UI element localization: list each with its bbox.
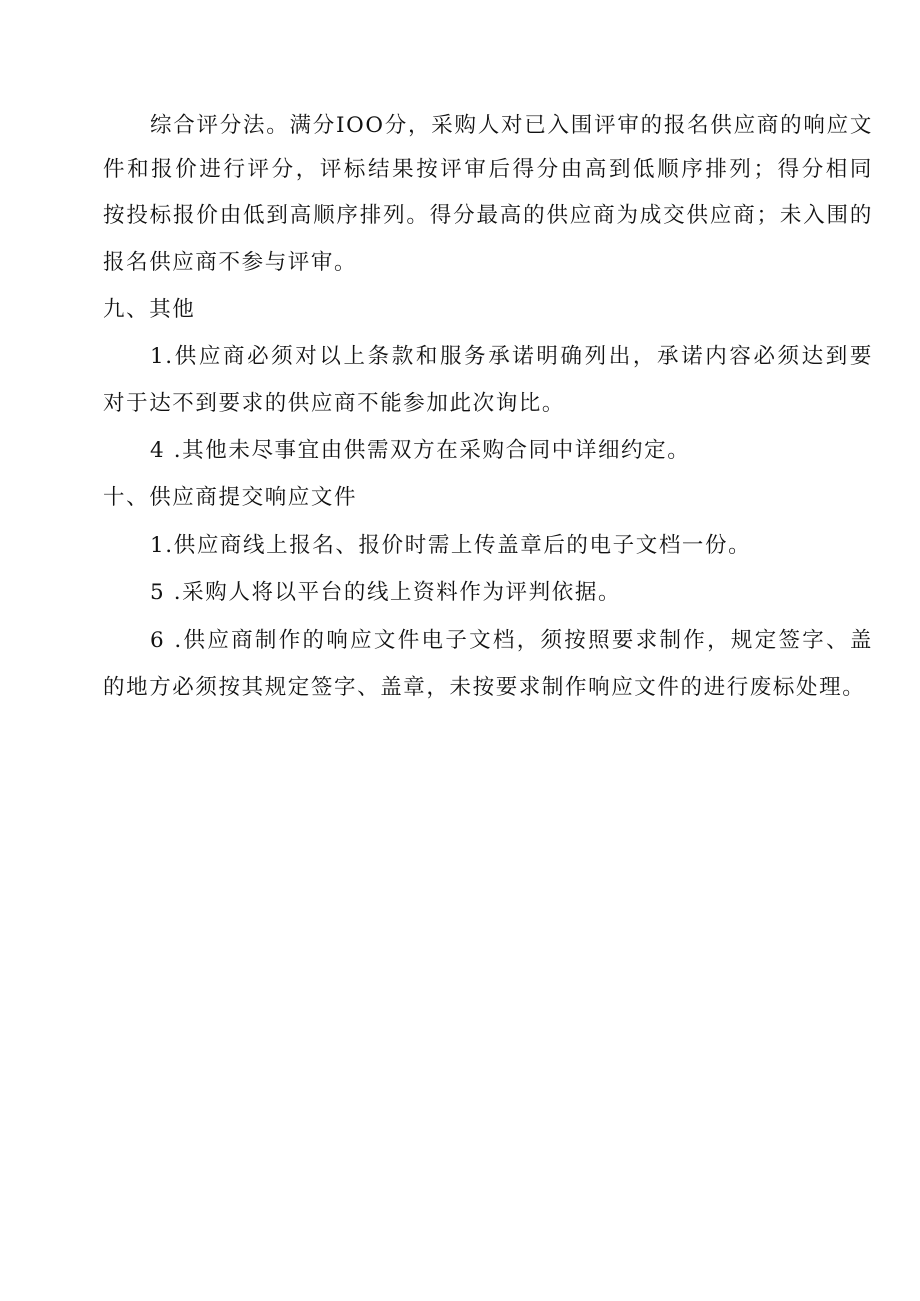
scoring-paragraph-line-4: 报名供应商不参与评审。 — [103, 250, 358, 275]
submit-item-1: 1.供应商线上报名、报价时需上传盖章后的电子文档一份。 — [150, 533, 752, 558]
section-heading-submit-response-documents: 十、供应商提交响应文件 — [103, 485, 358, 510]
submit-item-6-line-1: 6 .供应商制作的响应文件电子文档，须按照要求制作，规定签字、盖 — [150, 628, 873, 653]
other-item-1-line-1: 1.供应商必须对以上条款和服务承诺明确列出，承诺内容必须达到要 — [150, 344, 873, 369]
other-item-4: 4 .其他未尽事宜由供需双方在采购合同中详细约定。 — [150, 438, 691, 463]
scoring-paragraph-line-2: 件和报价进行评分，评标结果按评审后得分由高到低顺序排列；得分相同 — [103, 157, 873, 182]
scoring-paragraph-line-3: 按投标报价由低到高顺序排列。得分最高的供应商为成交供应商；未入围的 — [103, 203, 873, 228]
submit-item-5: 5 .采购人将以平台的线上资料作为评判依据。 — [150, 580, 622, 605]
submit-item-6-line-2: 的地方必须按其规定签字、盖章，未按要求制作响应文件的进行废标处理。 — [103, 675, 866, 700]
other-item-1-line-2: 对于达不到要求的供应商不能参加此次询比。 — [103, 391, 566, 416]
scoring-paragraph-line-1: 综合评分法。满分IOO分，采购人对已入围评审的报名供应商的响应文 — [150, 113, 873, 138]
section-heading-other: 九、其他 — [103, 297, 196, 322]
